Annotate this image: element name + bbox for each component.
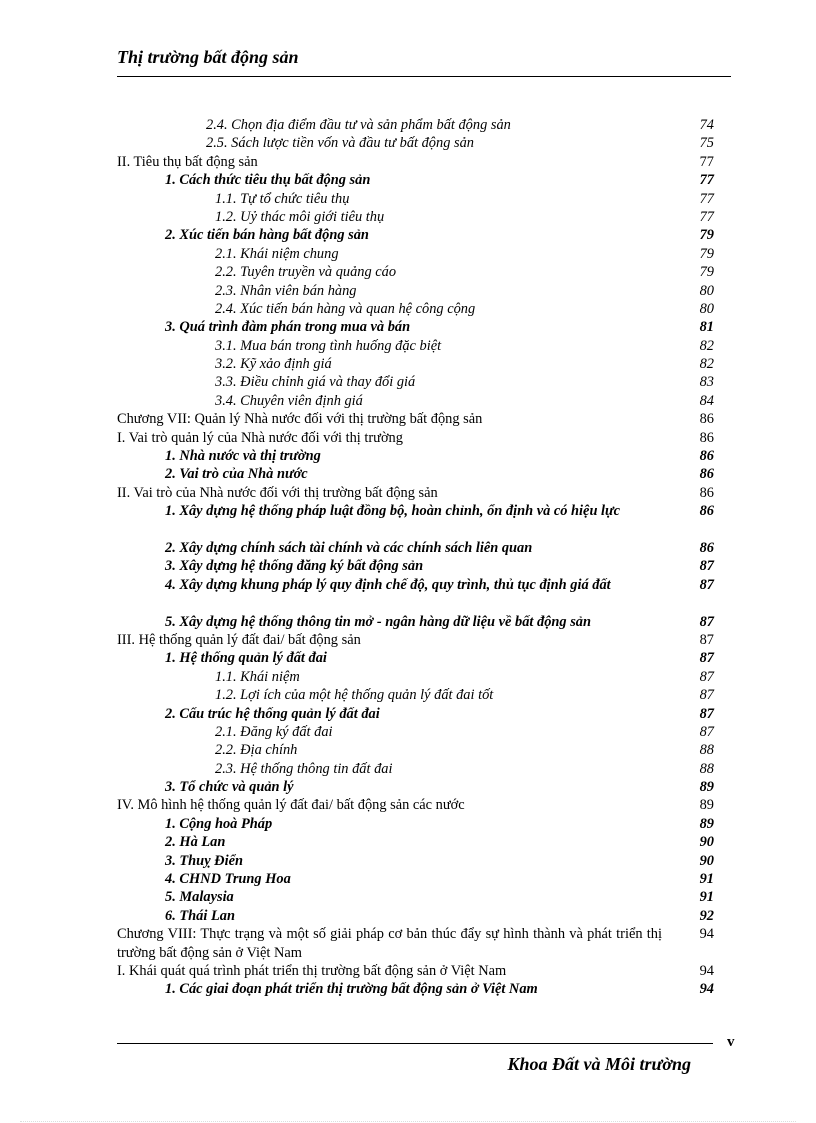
toc-entry [0, 539, 816, 557]
toc-entry-title: 1.2. Uỷ thác môi giới tiêu thụ [215, 208, 385, 225]
toc-entry-page: 89 [699, 815, 714, 832]
toc-entry [0, 447, 816, 465]
toc-entry-page: 89 [699, 797, 714, 814]
toc-entry-page: 88 [699, 760, 714, 777]
toc-entry-title: 5. Malaysia [165, 889, 234, 906]
toc-entry [0, 631, 816, 649]
toc-entry-title: 1.1. Khái niệm [215, 668, 300, 685]
toc-entry-page: 77 [699, 172, 714, 189]
toc-entry [0, 649, 816, 667]
toc-entry-title: 2.1. Đăng ký đất đai [215, 723, 333, 740]
toc-entry-page: 79 [699, 245, 714, 262]
toc-entry [0, 962, 816, 980]
toc-entry [0, 410, 816, 428]
footer-department: Khoa Đất và Môi trường [507, 1054, 691, 1074]
toc-entry-title: 3.3. Điều chỉnh giá và thay đổi giá [215, 374, 416, 391]
toc-entry-page: 90 [699, 852, 714, 869]
toc-entry [0, 686, 816, 704]
page-bottom-dotted-line [20, 1121, 796, 1122]
toc-entry-page: 86 [699, 429, 714, 446]
toc-entry-title: 2.4. Chọn địa điểm đầu tư và sản phẩm bất động sản [206, 117, 511, 133]
toc-entry-page: 84 [699, 392, 714, 409]
toc-entry-page: 86 [699, 484, 714, 501]
toc-entry-title: 2. Vai trò của Nhà nước [165, 466, 308, 483]
toc-entry [0, 557, 816, 575]
toc-entry-title: 1. Cách thức tiêu thụ bất động sản [165, 172, 371, 189]
toc-entry [0, 429, 816, 447]
toc-entry-title: 2.4. Xúc tiến bán hàng và quan hệ công cộng [215, 300, 476, 317]
toc-entry [0, 300, 816, 318]
toc-entry-page: 88 [699, 742, 714, 759]
toc-entry [0, 815, 816, 833]
toc-entry-page: 87 [699, 576, 714, 593]
header-rule [117, 76, 731, 77]
toc-entry [0, 907, 816, 925]
toc-entry-page: 86 [699, 466, 714, 483]
toc-entry-page: 91 [699, 871, 714, 888]
toc-entry-title: 1.2. Lợi ích của một hệ thống quản lý đất đai tốt [215, 687, 494, 704]
toc-entry-title: 2.5. Sách lược tiền vốn và đầu tư bất động sản [206, 135, 474, 152]
toc-entry [0, 502, 816, 539]
toc-entry-title: 3.4. Chuyên viên định giá [215, 392, 363, 409]
toc-entry-title: II. Tiêu thụ bất động sản [117, 153, 258, 170]
toc-entry [0, 245, 816, 263]
footer-rule [117, 1043, 713, 1044]
toc-entry-page: 80 [699, 282, 714, 299]
toc-entry-page: 77 [699, 190, 714, 207]
toc-entry [0, 723, 816, 741]
toc-entry [0, 465, 816, 483]
toc-entry [0, 980, 816, 998]
toc-entry-title: 1. Hệ thống quản lý đất đai [165, 650, 327, 667]
toc-entry-page: 82 [699, 356, 714, 373]
toc-entry-page: 94 [699, 981, 714, 998]
toc-entry [0, 925, 816, 962]
toc-entry-page: 87 [699, 705, 714, 722]
toc-entry-title: 2.2. Tuyên truyền và quảng cáo [215, 264, 397, 281]
toc-entry-title: 3. Tổ chức và quản lý [165, 779, 294, 796]
toc-entry-page: 94 [699, 963, 714, 980]
toc-entry [0, 373, 816, 391]
toc-entry-title: II. Vai trò của Nhà nước đối với thị trường bất động sản [117, 484, 438, 501]
toc-entry [0, 190, 816, 208]
toc-entry-page: 91 [699, 889, 714, 906]
toc-entry [0, 263, 816, 281]
toc-entry-page: 86 [699, 411, 714, 428]
toc-entry [0, 778, 816, 796]
toc-entry-title: 1. Xây dựng hệ thống pháp luật đồng bộ, hoàn chỉnh, ổn định và có hiệu lực [165, 503, 621, 520]
toc-entry [0, 613, 816, 631]
toc-entry [0, 208, 816, 226]
toc-entry-page: 79 [699, 264, 714, 281]
toc-entry [0, 741, 816, 759]
toc-entry [0, 171, 816, 189]
toc-entry [0, 484, 816, 502]
toc-entry-page: 92 [699, 907, 714, 924]
footer-page-number: v [727, 1034, 735, 1050]
toc-entry-title: 6. Thái Lan [165, 907, 235, 924]
toc-entry-page: 90 [699, 834, 714, 851]
toc-entry [0, 705, 816, 723]
toc-entry [0, 355, 816, 373]
toc-entry-title: 2.3. Hệ thống thông tin đất đai [215, 760, 393, 777]
toc-entry [0, 318, 816, 336]
toc-entry-title: 2.2. Địa chính [215, 742, 298, 759]
toc-entry-title: 2.3. Nhân viên bán hàng [215, 282, 357, 299]
toc-entry-title: 1. Nhà nước và thị trường [165, 448, 321, 465]
toc-entry [0, 760, 816, 778]
toc-entry-title: I. Khái quát quá trình phát triển thị trường bất động sản ở Việt Nam [117, 963, 507, 980]
toc-entry [0, 888, 816, 906]
toc-entry-title: 2.1. Khái niệm chung [215, 245, 339, 262]
running-header-title: Thị trường bất động sản [117, 47, 299, 67]
toc-entry-title: 2. Hà Lan [165, 834, 226, 851]
toc-entry-page: 87 [699, 723, 714, 740]
toc-entry-page: 87 [699, 650, 714, 667]
toc-entry-title: Chương VII: Quản lý Nhà nước đối với thị trường bất động sản [117, 411, 483, 428]
toc-entry-title: 3. Thuỵ Điển [165, 852, 243, 869]
toc-entry-title: 2. Xây dựng chính sách tài chính và các chính sách liên quan [165, 540, 533, 556]
toc-entry [0, 833, 816, 851]
toc-entry-page: 87 [699, 687, 714, 704]
toc-entry-page: 86 [699, 540, 714, 556]
toc-entry [0, 116, 816, 134]
toc-entry-title: Chương VIII: Thực trạng và một số giải pháp cơ bản thúc đẩy sự hình thành và phát triển thị trường bất động sản ở Việt Nam [117, 926, 662, 961]
toc-entry-page: 77 [699, 153, 714, 170]
toc-entry-page: 81 [699, 319, 714, 336]
toc-entry-title: 1. Cộng hoà Pháp [165, 815, 273, 832]
toc-entry-page: 77 [699, 208, 714, 225]
toc-entry-title: 5. Xây dựng hệ thống thông tin mở - ngân hàng dữ liệu về bất động sản [165, 613, 591, 630]
toc-entry-page: 87 [699, 558, 714, 575]
toc-entry-title: 3. Xây dựng hệ thống đăng ký bất động sản [165, 558, 424, 575]
toc-entry-title: 2. Cấu trúc hệ thống quản lý đất đai [165, 705, 380, 722]
toc-entry-page: 80 [699, 300, 714, 317]
toc-entry [0, 153, 816, 171]
toc-entry-title: I. Vai trò quản lý của Nhà nước đối với thị trường [117, 429, 403, 446]
toc-entry [0, 282, 816, 300]
toc-entry-page: 74 [699, 117, 714, 133]
toc-entry-title: 4. Xây dựng khung pháp lý quy định chế độ, quy trình, thủ tục định giá đất [165, 576, 611, 593]
toc-entry [0, 337, 816, 355]
toc-entry-page: 87 [699, 668, 714, 685]
toc-entry-page: 89 [699, 779, 714, 796]
table-of-contents [0, 116, 816, 999]
toc-entry-page: 79 [699, 227, 714, 244]
toc-entry-title: 3. Quá trình đàm phán trong mua và bán [165, 319, 411, 336]
toc-entry-page: 75 [699, 135, 714, 152]
toc-entry [0, 668, 816, 686]
toc-entry [0, 796, 816, 814]
toc-entry-title: 1. Các giai đoạn phát triển thị trường bất động sản ở Việt Nam [165, 981, 538, 998]
toc-entry-page: 94 [699, 926, 714, 943]
toc-entry-page: 83 [699, 374, 714, 391]
toc-entry [0, 576, 816, 613]
toc-entry-title: 3.1. Mua bán trong tình huống đặc biệt [215, 337, 442, 354]
toc-entry-title: 4. CHND Trung Hoa [165, 871, 291, 888]
toc-entry-title: III. Hệ thống quản lý đất đai/ bất động sản [117, 631, 361, 648]
toc-entry [0, 870, 816, 888]
toc-entry-page: 86 [699, 448, 714, 465]
toc-entry-title: IV. Mô hình hệ thống quản lý đất đai/ bất động sản các nước [117, 797, 465, 814]
toc-entry [0, 392, 816, 410]
toc-entry [0, 852, 816, 870]
toc-entry-page: 82 [699, 337, 714, 354]
toc-entry-page: 87 [699, 631, 714, 648]
toc-entry-title: 2. Xúc tiến bán hàng bất động sản [165, 227, 369, 244]
toc-entry-page: 87 [699, 613, 714, 630]
toc-entry-page: 86 [699, 503, 714, 520]
toc-entry [0, 134, 816, 152]
toc-entry-title: 3.2. Kỹ xảo định giá [215, 356, 332, 373]
toc-entry-title: 1.1. Tự tổ chức tiêu thụ [215, 190, 350, 207]
toc-entry [0, 226, 816, 244]
